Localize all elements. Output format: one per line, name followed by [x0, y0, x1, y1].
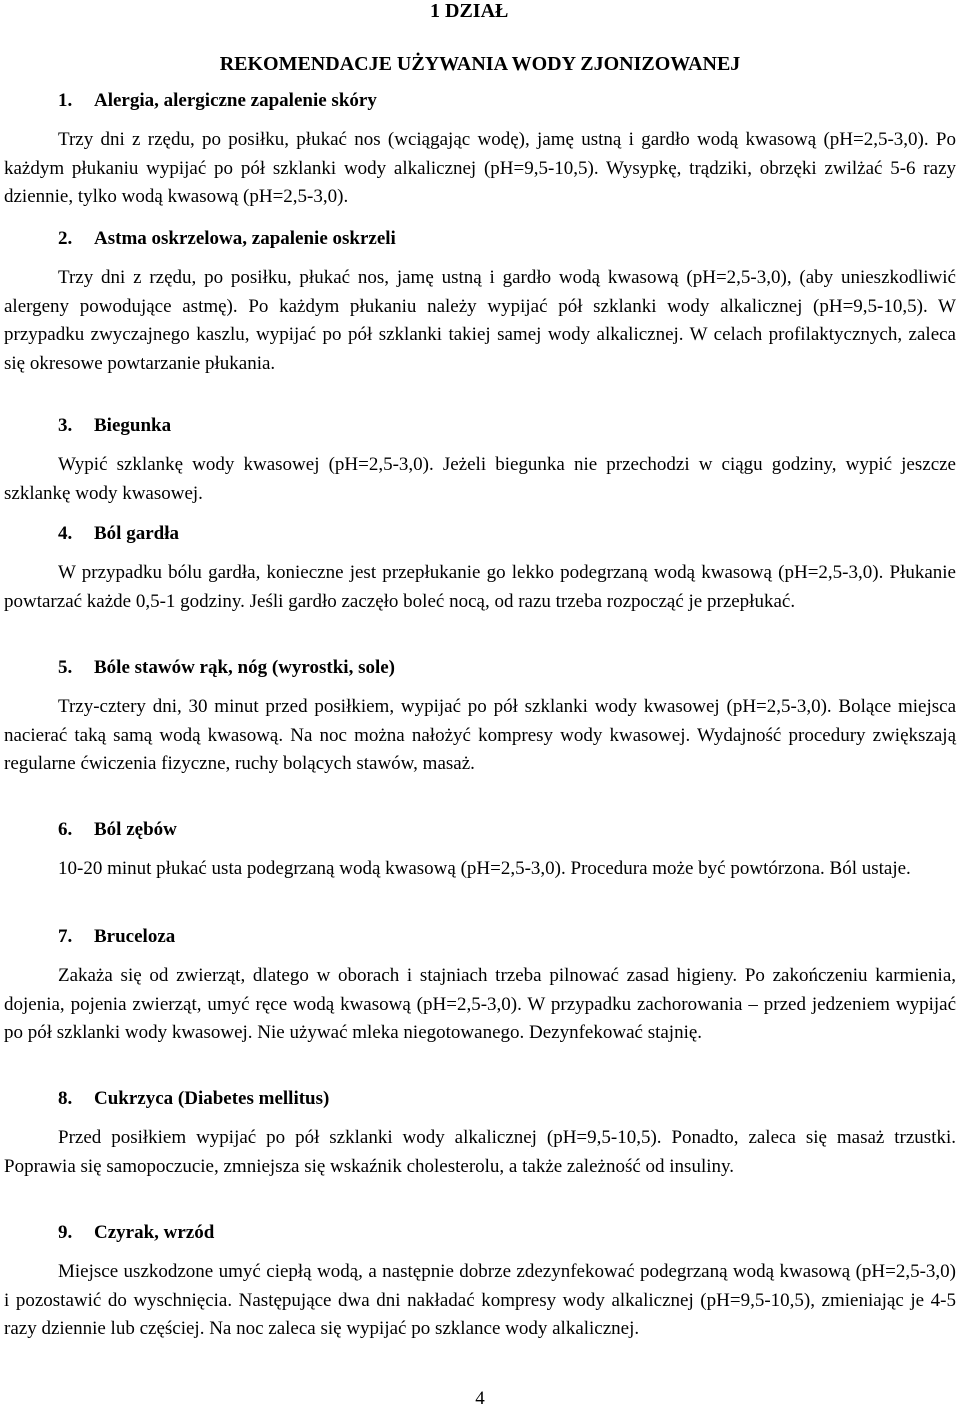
- section-text: Trzy dni z rzędu, po posiłku, płukać nos (wciągając wodę), jamę ustną i gardło wodą kwasową (pH=2,5-3,0). Po każdym płukaniu wypijać po pół szklanki wody alkalicznej (pH=9,5-10,5). Wysypkę, trądziki, obrzęki zwilżać 5-6 razy dziennie, tylko wodą kwasową (pH=2,5-3,0).: [4, 129, 956, 207]
- section-heading: [58, 655, 956, 681]
- section-heading: [58, 88, 956, 114]
- section-title: Bruceloza: [94, 926, 176, 947]
- section-text: Trzy dni z rzędu, po posiłku, płukać nos, jamę ustną i gardło wodą kwasową (pH=2,5-3,0), (aby unieszkodliwić alergeny powodujące astmę). Po każdym płukaniu należy wypijać pół szklanki wody alkalicznej (pH=9,5-10,5). W przypadku zwyczajnego kaszlu, wypijać po pół szklanki takiej samej wody alkalicznej. W celach profilaktycznych, zaleca się okresowe powtarzanie płukania.: [4, 267, 956, 374]
- section-3: [4, 413, 956, 508]
- section-number: 1.: [58, 90, 73, 111]
- page-title: REKOMENDACJE UŻYWANIA WODY ZJONIZOWANEJ: [219, 53, 741, 75]
- section-title: Cukrzyca (Diabetes mellitus): [94, 1088, 330, 1109]
- section-2: [4, 226, 956, 378]
- section-number: 6.: [58, 819, 73, 840]
- section-title: Czyrak, wrzód: [94, 1222, 215, 1243]
- section-text: W przypadku bólu gardła, konieczne jest przepłukanie go lekko podegrzaną wodą kwasową (pH=2,5-3,0). Płukanie powtarzać każde 0,5-1 godziny. Jeśli gardło zaczęło boleć nocą, od razu trzeba rozpocząć je przepłukać.: [4, 562, 956, 612]
- section-number: 3.: [58, 415, 73, 436]
- section-4: [4, 521, 956, 616]
- section-8: [4, 1086, 956, 1181]
- section-7: [4, 924, 956, 1048]
- chapter-label: 1 DZIAŁ: [430, 0, 509, 22]
- section-title: Astma oskrzelowa, zapalenie oskrzeli: [94, 228, 396, 249]
- section-heading: [58, 413, 956, 439]
- section-number: 9.: [58, 1222, 73, 1243]
- section-title: Ból gardła: [94, 523, 179, 544]
- section-heading: [58, 1220, 956, 1246]
- section-title: Biegunka: [94, 415, 172, 436]
- section-title: Ból zębów: [94, 819, 177, 840]
- section-6: [4, 817, 956, 884]
- section-9: [4, 1220, 956, 1344]
- section-heading: [58, 226, 956, 252]
- section-number: 2.: [58, 228, 73, 249]
- section-text: Trzy-cztery dni, 30 minut przed posiłkiem, wypijać po pół szklanki wody kwasowej (pH=2,5-3,0). Bolące miejsca nacierać taką samą wodą kwasową. Na noc można nałożyć kompresy wody kwasowej. Wydajność procedury zwiększają regularne ćwiczenia fizyczne, ruchy bolących stawów, masaż.: [4, 696, 956, 774]
- section-number: 8.: [58, 1088, 73, 1109]
- section-number: 5.: [58, 657, 73, 678]
- page-number: 4: [475, 1388, 485, 1409]
- section-heading: [58, 817, 956, 843]
- section-text: Miejsce uszkodzone umyć ciepłą wodą, a następnie dobrze zdezynfekować podegrzaną wodą kwasową (pH=2,5-3,0) i pozostawić do wyschnięcia. Następujące dwa dni nakładać kompresy wody alkalicznej (pH=9,5-10,5), zmieniając je 4-5 razy dziennie lub częściej. Na noc zaleca się wypijać po szklance wody alkalicznej.: [4, 1261, 956, 1339]
- section-title: Alergia, alergiczne zapalenie skóry: [94, 90, 377, 111]
- section-5: [4, 655, 956, 779]
- section-heading: [58, 1086, 956, 1112]
- section-1: [4, 88, 956, 212]
- section-heading: [58, 924, 956, 950]
- section-title: Bóle stawów rąk, nóg (wyrostki, sole): [94, 657, 396, 678]
- section-number: 7.: [58, 926, 73, 947]
- section-text: 10-20 minut płukać usta podegrzaną wodą kwasową (pH=2,5-3,0). Procedura może być powtórzona. Ból ustaje.: [58, 858, 911, 879]
- section-text: Przed posiłkiem wypijać po pół szklanki wody alkalicznej (pH=9,5-10,5). Ponadto, zaleca się masaż trzustki. Poprawia się samopoczucie, zmniejsza się wskaźnik cholesterolu, a także zależność od insuliny.: [4, 1127, 956, 1177]
- section-number: 4.: [58, 523, 73, 544]
- section-heading: [58, 521, 956, 547]
- section-text: Wypić szklankę wody kwasowej (pH=2,5-3,0). Jeżeli biegunka nie przechodzi w ciągu godziny, wypić jeszcze szklankę wody kwasowej.: [4, 454, 956, 504]
- section-text: Zakaża się od zwierząt, dlatego w oborach i stajniach trzeba pilnować zasad higieny. Po zakończeniu karmienia, dojenia, pojenia zwierząt, umyć ręce wodą kwasową (pH=2,5-3,0). W przypadku zachorowania – przed jedzeniem wypijać po pół szklanki wody kwasowej. Nie używać mleka niegotowanego. Dezynfekować stajnię.: [4, 965, 956, 1043]
